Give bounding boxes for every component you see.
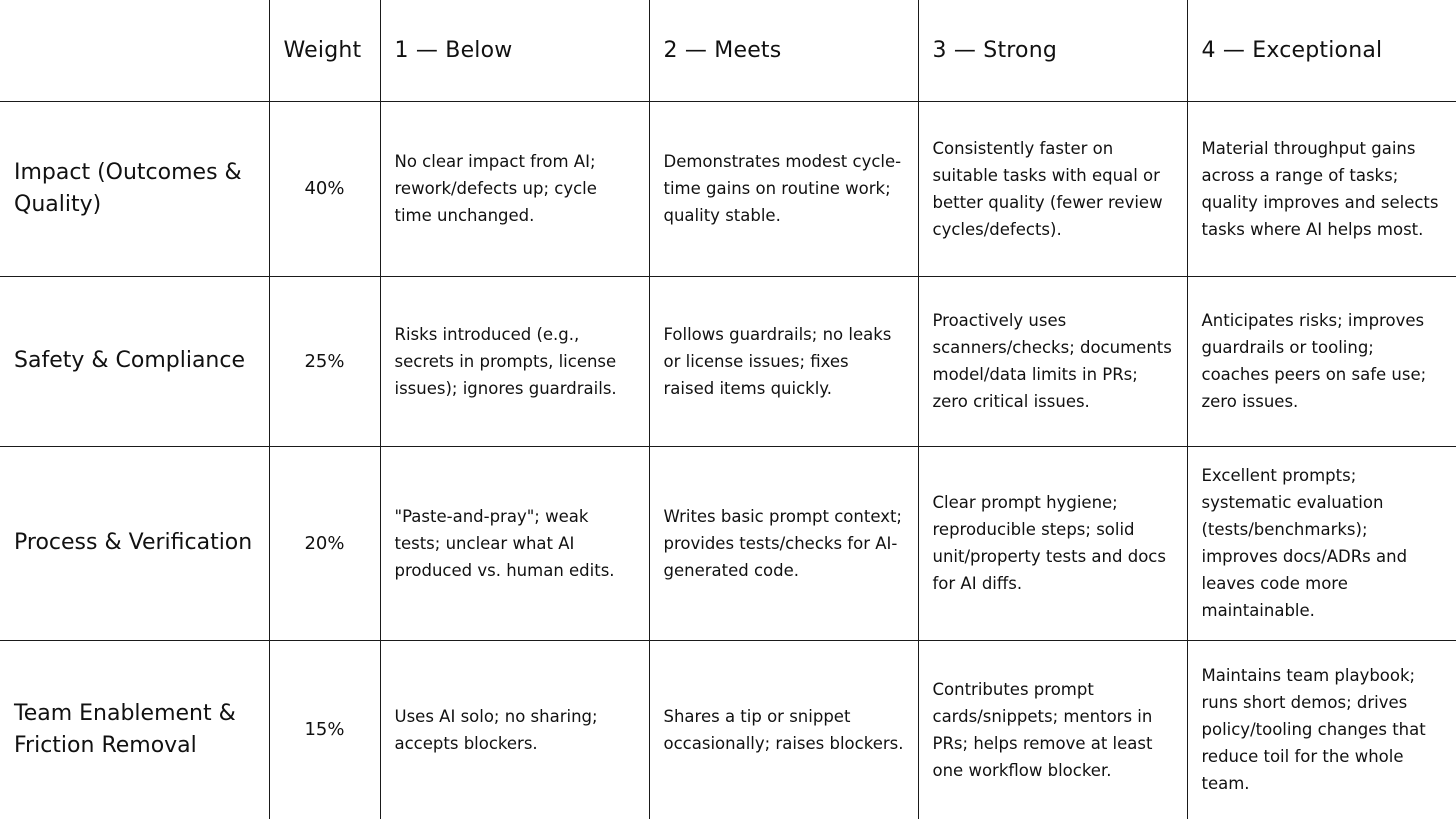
level-2-description: Writes basic prompt context; provides tests/checks for AI-generated code. [649,446,918,640]
level-3-description: Contributes prompt cards/snippets; mentors in PRs; helps remove at least one workflow blocker. [918,640,1187,819]
level-1-description: Uses AI solo; no sharing; accepts blockers. [380,640,649,819]
header-level-3: 3 — Strong [918,0,1187,101]
weight-value: 20% [269,446,380,640]
criterion-label: Impact (Outcomes & Quality) [0,101,269,276]
table-row [0,101,1456,276]
weight-value: 25% [269,276,380,446]
level-2-description: Follows guardrails; no leaks or license issues; fixes raised items quickly. [649,276,918,446]
level-2-description: Demonstrates modest cycle-time gains on routine work; quality stable. [649,101,918,276]
criterion-label: Safety & Compliance [0,276,269,446]
level-4-description: Anticipates risks; improves guardrails or tooling; coaches peers on safe use; zero issues. [1187,276,1456,446]
header-weight: Weight [269,0,380,101]
header-row [0,0,1456,101]
header-level-2: 2 — Meets [649,0,918,101]
level-4-description: Material throughput gains across a range of tasks; quality improves and selects tasks where AI helps most. [1187,101,1456,276]
weight-value: 40% [269,101,380,276]
table-row [0,276,1456,446]
level-1-description: No clear impact from AI; rework/defects up; cycle time unchanged. [380,101,649,276]
level-3-description: Clear prompt hygiene; reproducible steps; solid unit/property tests and docs for AI diffs. [918,446,1187,640]
header-level-4: 4 — Exceptional [1187,0,1456,101]
header-level-1: 1 — Below [380,0,649,101]
level-1-description: "Paste-and-pray"; weak tests; unclear what AI produced vs. human edits. [380,446,649,640]
level-3-description: Proactively uses scanners/checks; documents model/data limits in PRs; zero critical issues. [918,276,1187,446]
level-4-description: Excellent prompts; systematic evaluation (tests/benchmarks); improves docs/ADRs and leaves code more maintainable. [1187,446,1456,640]
weight-value: 15% [269,640,380,819]
level-1-description: Risks introduced (e.g., secrets in prompts, license issues); ignores guardrails. [380,276,649,446]
level-4-description: Maintains team playbook; runs short demos; drives policy/tooling changes that reduce toil for the whole team. [1187,640,1456,819]
level-2-description: Shares a tip or snippet occasionally; raises blockers. [649,640,918,819]
table-row [0,640,1456,819]
table-row [0,446,1456,640]
level-3-description: Consistently faster on suitable tasks with equal or better quality (fewer review cycles/defects). [918,101,1187,276]
header-corner-cell [0,0,269,101]
criterion-label: Team Enablement & Friction Removal [0,640,269,819]
criterion-label: Process & Verification [0,446,269,640]
